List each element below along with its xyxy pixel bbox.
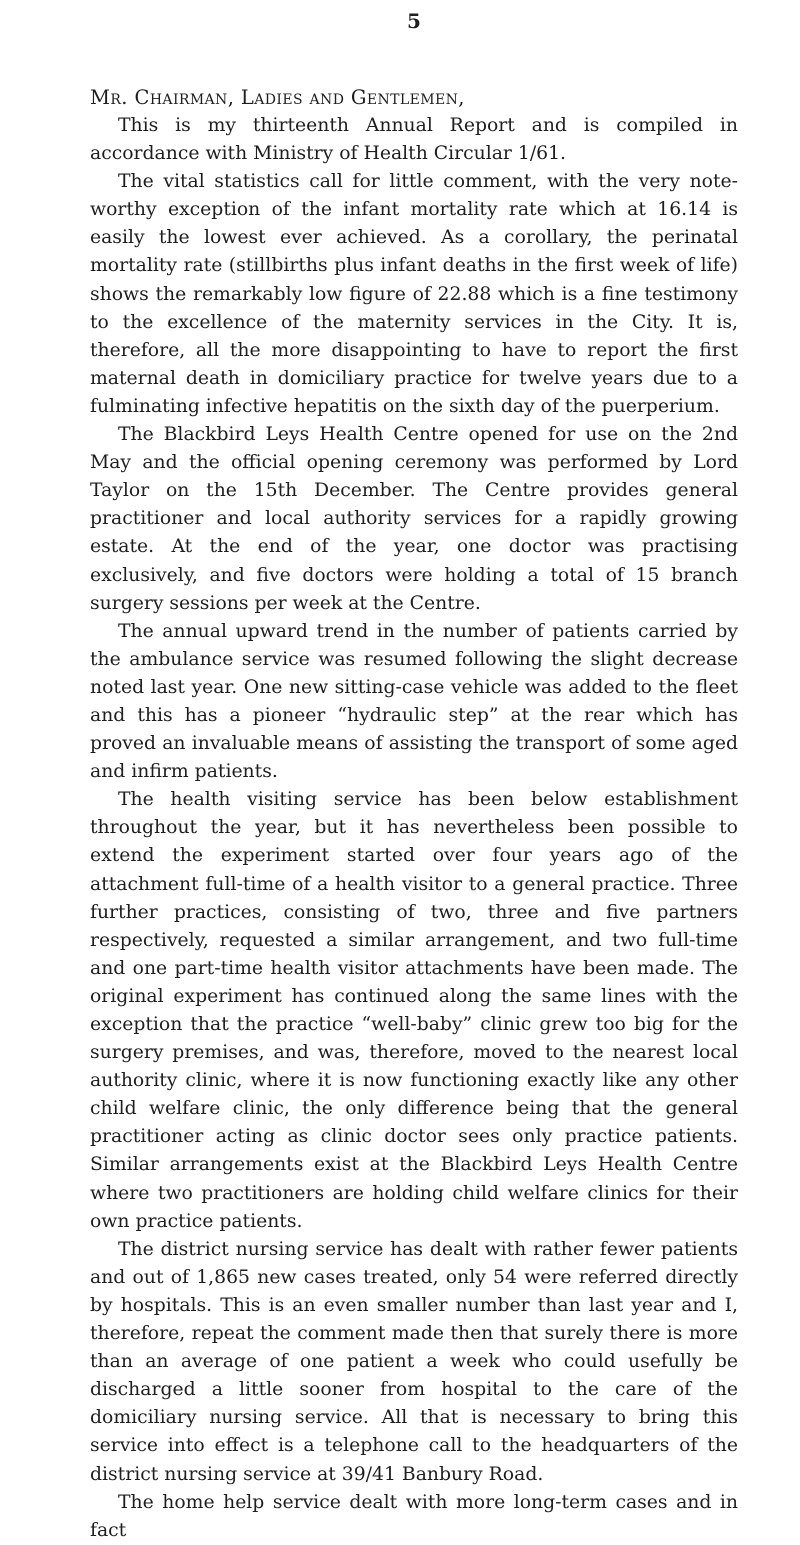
salutation: Mr. Chairman, Ladies and Gentlemen, bbox=[90, 86, 465, 109]
paragraph-home-help: The home help service dealt with more long-term cases and in fact bbox=[90, 1491, 738, 1541]
report-body bbox=[90, 112, 738, 1545]
paragraph-health-visiting: The health visiting service has been below establishment throughout the year, but it has nevertheless been possible to extend the experiment started over four years ago of the attachment full-time of a health visitor to a general practice. Three further practices, consisting of two, three and five partners respectively, requested a similar arrangement, and two full-time and one part-time health visitor attachments have been made. The original experiment has continued along the same lines with the exception that the practice “well-baby” clinic grew too big for the surgery premises, and was, therefore, moved to the nearest local authority clinic, where it is now functioning exactly like any other child welfare clinic, the only difference being that the general practitioner acting as clinic doctor sees only practice patients. Similar arrangements exist at the Blackbird Leys Health Centre where two practitioners are holding child welfare clinics for their own practice patients. bbox=[90, 789, 738, 1232]
paragraph-vital-statistics: The vital statistics call for little comment, with the very note-worthy exception of the infant mortality rate which at 16.14 is easily the lowest ever achieved. As a corollary, the perinatal mortality rate (stillbirths plus infant deaths in the first week of life) shows the remarkably low figure of 22.88 which is a fine testimony to the excellence of the maternity services in the City. It is, therefore, all the more disappointing to have to report the first maternal death in domiciliary practice for twelve years due to a fulminating infective hepatitis on the sixth day of the puerperium. bbox=[90, 171, 738, 417]
paragraph-ambulance-service: The annual upward trend in the number of patients carried by the ambulance service was resumed following the slight decrease noted last year. One new sitting-case vehicle was added to the fleet and this has a pioneer “hydraulic step” at the rear which has proved an invaluable means of assisting the transport of some aged and infirm patients. bbox=[90, 620, 738, 783]
paragraph-report-intro: This is my thirteenth Annual Report and is compiled in accordance with Ministry of Health Circular 1/61. bbox=[90, 115, 738, 165]
paragraph-district-nursing: The district nursing service has dealt with rather fewer patients and out of 1,865 new cases treated, only 54 were referred directly by hospitals. This is an even smaller number than last year and I, therefore, repeat the comment made then that surely there is more than an average of one patient a week who could usefully be discharged a little sooner from hospital to the care of the domiciliary nursing service. All that is necessary to bring this service into effect is a telephone call to the headquarters of the district nursing service at 39/41 Banbury Road. bbox=[90, 1238, 738, 1485]
page-number: 5 bbox=[407, 9, 421, 33]
paragraph-health-centre: The Blackbird Leys Health Centre opened for use on the 2nd May and the official opening ceremony was performed by Lord Taylor on the 15th December. The Centre provides general practitioner and local authority services for a rapidly growing estate. At the end of the year, one doctor was practising exclusively, and five doctors were holding a total of 15 branch surgery sessions per week at the Centre. bbox=[90, 424, 738, 614]
